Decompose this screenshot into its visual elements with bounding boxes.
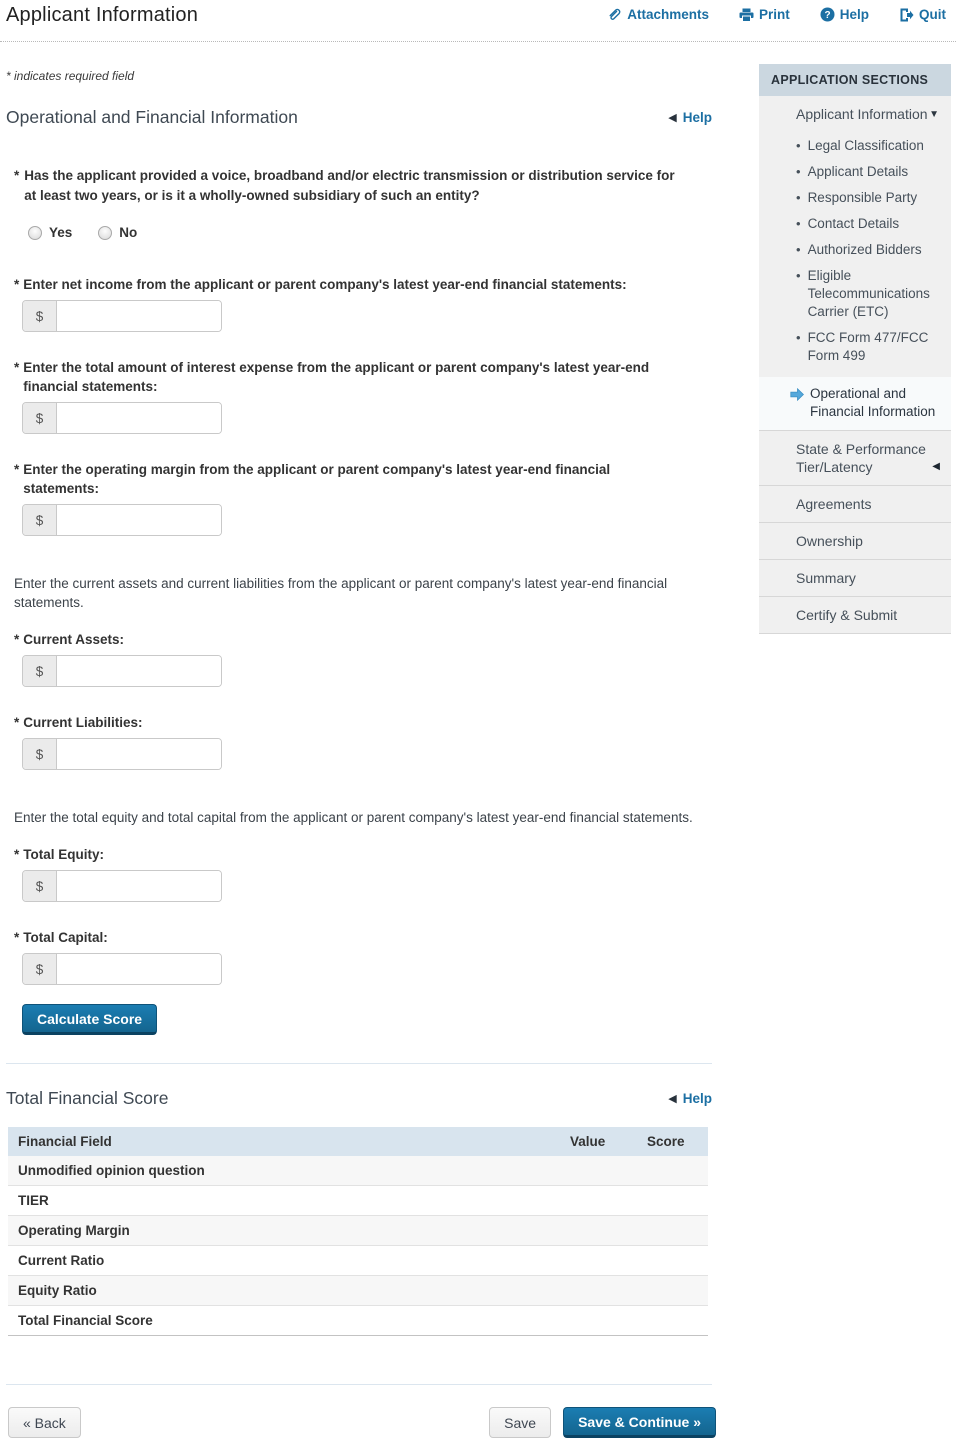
help-link-score[interactable] — [668, 1091, 712, 1106]
sidebar-item-summary[interactable]: Summary — [759, 559, 951, 596]
required-asterisk: * — [14, 632, 20, 647]
bullet-icon: • — [796, 330, 801, 345]
table-row — [8, 1216, 708, 1246]
service-question-text: Has the applicant provided a voice, broadband and/or electric transmission or distribution service for at least two years, or is it a wholly-owned subsidiary of such an entity? — [24, 168, 675, 203]
field-operating-margin — [6, 460, 712, 536]
sidebar-item-contact-details[interactable]: • Contact Details — [796, 216, 900, 231]
row-value — [560, 1246, 637, 1276]
sidebar-item-operational-financial-active[interactable] — [759, 377, 951, 430]
section-divider — [6, 1063, 712, 1064]
field-net-income — [6, 275, 712, 332]
column-header-score: Score — [637, 1127, 708, 1156]
currency-prefix: $ — [23, 739, 57, 769]
row-value — [560, 1156, 637, 1186]
interest-expense-label: * Enter the total amount of interest expense from the applicant or parent company's latest year-end financial statements: — [14, 360, 650, 394]
section-head-score — [6, 1088, 712, 1109]
sidebar-item-certify-submit[interactable]: Certify & Submit — [759, 596, 951, 633]
sidebar-item-agreements[interactable]: Agreements — [759, 485, 951, 522]
active-item-label: Operational and Financial Information — [810, 386, 936, 419]
column-header-financial-field: Financial Field — [8, 1127, 560, 1156]
attachments-label: Attachments — [627, 7, 709, 22]
total-capital-label: * Total Capital: — [14, 930, 108, 945]
row-field: Operating Margin — [8, 1216, 560, 1246]
footer-bar — [8, 1407, 716, 1438]
field-interest-expense — [6, 358, 712, 434]
help-label-top: Help — [839, 7, 869, 22]
current-assets-label: * Current Assets: — [14, 632, 125, 647]
bullet-icon: • — [796, 164, 801, 179]
no-radio[interactable] — [98, 226, 112, 240]
required-asterisk: * — [14, 930, 20, 945]
save-button[interactable]: Save — [489, 1407, 551, 1438]
currency-prefix: $ — [23, 871, 57, 901]
sidebar-item-authorized-bidders[interactable]: • Authorized Bidders — [796, 242, 922, 257]
row-field: Equity Ratio — [8, 1276, 560, 1306]
bullet-icon: • — [796, 242, 801, 257]
sidebar-item-etc[interactable]: • Eligible Telecommunications Carrier (ETC) — [796, 268, 930, 319]
required-asterisk: * — [14, 360, 20, 375]
section-head-operational — [6, 107, 712, 128]
sidebar-item-applicant-information[interactable] — [759, 96, 951, 131]
no-label: No — [119, 225, 138, 240]
interest-expense-input[interactable] — [57, 403, 221, 433]
sidebar-end-divider — [759, 633, 951, 634]
sidebar-item-legal-classification[interactable]: • Legal Classification — [796, 138, 924, 153]
paperclip-icon — [607, 7, 622, 22]
table-row — [8, 1276, 708, 1306]
print-link[interactable] — [739, 7, 790, 22]
sidebar-item-responsible-party[interactable]: • Responsible Party — [796, 190, 918, 205]
yes-radio[interactable] — [28, 226, 42, 240]
sidebar-item-ownership[interactable]: Ownership — [759, 522, 951, 559]
current-assets-input[interactable] — [57, 656, 221, 686]
question-circle-icon — [820, 7, 835, 22]
operating-margin-label: * Enter the operating margin from the applicant or parent company's latest year-end financial statements: — [14, 462, 611, 496]
row-value — [560, 1276, 637, 1306]
interest-expense-input-group — [22, 402, 222, 434]
row-score — [637, 1276, 708, 1306]
quit-link[interactable] — [899, 7, 946, 22]
column-header-value: Value — [560, 1127, 637, 1156]
current-assets-liabilities-instruction: Enter the current assets and current liabilities from the applicant or parent company's latest year-end financial statements. — [14, 576, 668, 610]
table-header-row — [8, 1127, 708, 1156]
sidebar-item-applicant-details[interactable]: • Applicant Details — [796, 164, 909, 179]
total-equity-label: * Total Equity: — [14, 847, 105, 862]
main-column — [0, 42, 712, 1448]
save-continue-button[interactable]: Save & Continue » — [563, 1407, 716, 1438]
bullet-icon: • — [796, 216, 801, 231]
total-equity-input-group — [22, 870, 222, 902]
help-link-operational[interactable] — [668, 110, 712, 125]
current-liabilities-label: * Current Liabilities: — [14, 715, 143, 730]
total-capital-input[interactable] — [57, 954, 221, 984]
application-sections-sidebar — [759, 64, 951, 634]
row-value — [560, 1306, 637, 1336]
table-row — [8, 1246, 708, 1276]
help-link-label: Help — [682, 1091, 712, 1106]
service-question — [14, 166, 676, 206]
required-asterisk: * — [14, 168, 20, 183]
bullet-icon: • — [796, 190, 801, 205]
calculate-score-button[interactable]: Calculate Score — [22, 1004, 157, 1035]
chevron-left-icon: ◀ — [932, 461, 940, 472]
svg-text:?: ? — [824, 10, 831, 21]
current-section-arrow-icon — [790, 385, 804, 421]
total-capital-input-group — [22, 953, 222, 985]
attachments-link[interactable] — [607, 7, 709, 22]
row-value — [560, 1186, 637, 1216]
footer-divider — [6, 1384, 712, 1385]
currency-prefix: $ — [23, 954, 57, 984]
row-field: TIER — [8, 1186, 560, 1216]
back-button[interactable]: « Back — [8, 1407, 81, 1438]
field-total-equity — [6, 845, 712, 902]
field-current-liabilities — [6, 713, 712, 770]
operating-margin-input[interactable] — [57, 505, 221, 535]
financial-score-table — [8, 1127, 708, 1336]
page-title: Applicant Information — [6, 4, 199, 26]
required-field-note: * indicates required field — [6, 69, 135, 83]
applicant-information-subsections — [759, 131, 951, 377]
content — [0, 42, 956, 1448]
table-row — [8, 1306, 708, 1336]
current-assets-input-group — [22, 655, 222, 687]
net-income-input-group — [22, 300, 222, 332]
row-field: Current Ratio — [8, 1246, 560, 1276]
header-links — [607, 4, 946, 22]
left-triangle-icon: ◀ — [668, 112, 677, 124]
service-question-options — [28, 225, 712, 240]
print-label: Print — [758, 7, 790, 22]
current-liabilities-input-group — [22, 738, 222, 770]
yes-label: Yes — [49, 225, 73, 240]
currency-prefix: $ — [23, 505, 57, 535]
radio-option-yes[interactable] — [28, 225, 72, 240]
net-income-input[interactable] — [57, 301, 221, 331]
applicant-information-label: Applicant Information — [796, 106, 928, 122]
footer-right-buttons — [489, 1407, 716, 1438]
row-score — [637, 1306, 708, 1336]
required-asterisk: * — [14, 715, 20, 730]
bullet-icon: • — [796, 138, 801, 153]
left-triangle-icon: ◀ — [668, 1093, 677, 1105]
help-link-top[interactable] — [820, 7, 869, 22]
help-link-label: Help — [682, 110, 712, 125]
table-row — [8, 1156, 708, 1186]
printer-icon — [739, 8, 754, 22]
page-header — [0, 0, 956, 42]
table-row — [8, 1186, 708, 1216]
sidebar-item-state-performance-tier[interactable]: State & Performance Tier/Latency ◀ — [759, 430, 951, 485]
quit-label: Quit — [919, 7, 946, 22]
equity-capital-instruction: Enter the total equity and total capital from the applicant or parent company's latest year-end financial statements. — [14, 810, 693, 825]
operating-margin-input-group — [22, 504, 222, 536]
bullet-icon: • — [796, 268, 801, 283]
required-asterisk: * — [14, 462, 20, 477]
required-asterisk: * — [14, 847, 20, 862]
row-score — [637, 1246, 708, 1276]
sidebar-title: APPLICATION SECTIONS — [759, 64, 951, 96]
row-field: Total Financial Score — [8, 1306, 560, 1336]
currency-prefix: $ — [23, 656, 57, 686]
row-score — [637, 1156, 708, 1186]
row-score — [637, 1216, 708, 1246]
row-field: Unmodified opinion question — [8, 1156, 560, 1186]
field-current-assets — [6, 630, 712, 687]
radio-option-no[interactable] — [98, 225, 137, 240]
row-score — [637, 1186, 708, 1216]
required-asterisk: * — [14, 277, 20, 292]
net-income-label: * Enter net income from the applicant or parent company's latest year-end financial statements: — [14, 277, 627, 292]
row-value — [560, 1216, 637, 1246]
section-title-score: Total Financial Score — [6, 1088, 169, 1108]
total-equity-input[interactable] — [57, 871, 221, 901]
field-total-capital — [6, 928, 712, 985]
current-liabilities-input[interactable] — [57, 739, 221, 769]
exit-icon — [899, 8, 914, 22]
sidebar-item-fcc-forms[interactable]: • FCC Form 477/FCC Form 499 — [796, 330, 929, 363]
chevron-down-icon: ▼ — [929, 108, 939, 120]
currency-prefix: $ — [23, 301, 57, 331]
currency-prefix: $ — [23, 403, 57, 433]
section-title-operational: Operational and Financial Information — [6, 107, 298, 127]
